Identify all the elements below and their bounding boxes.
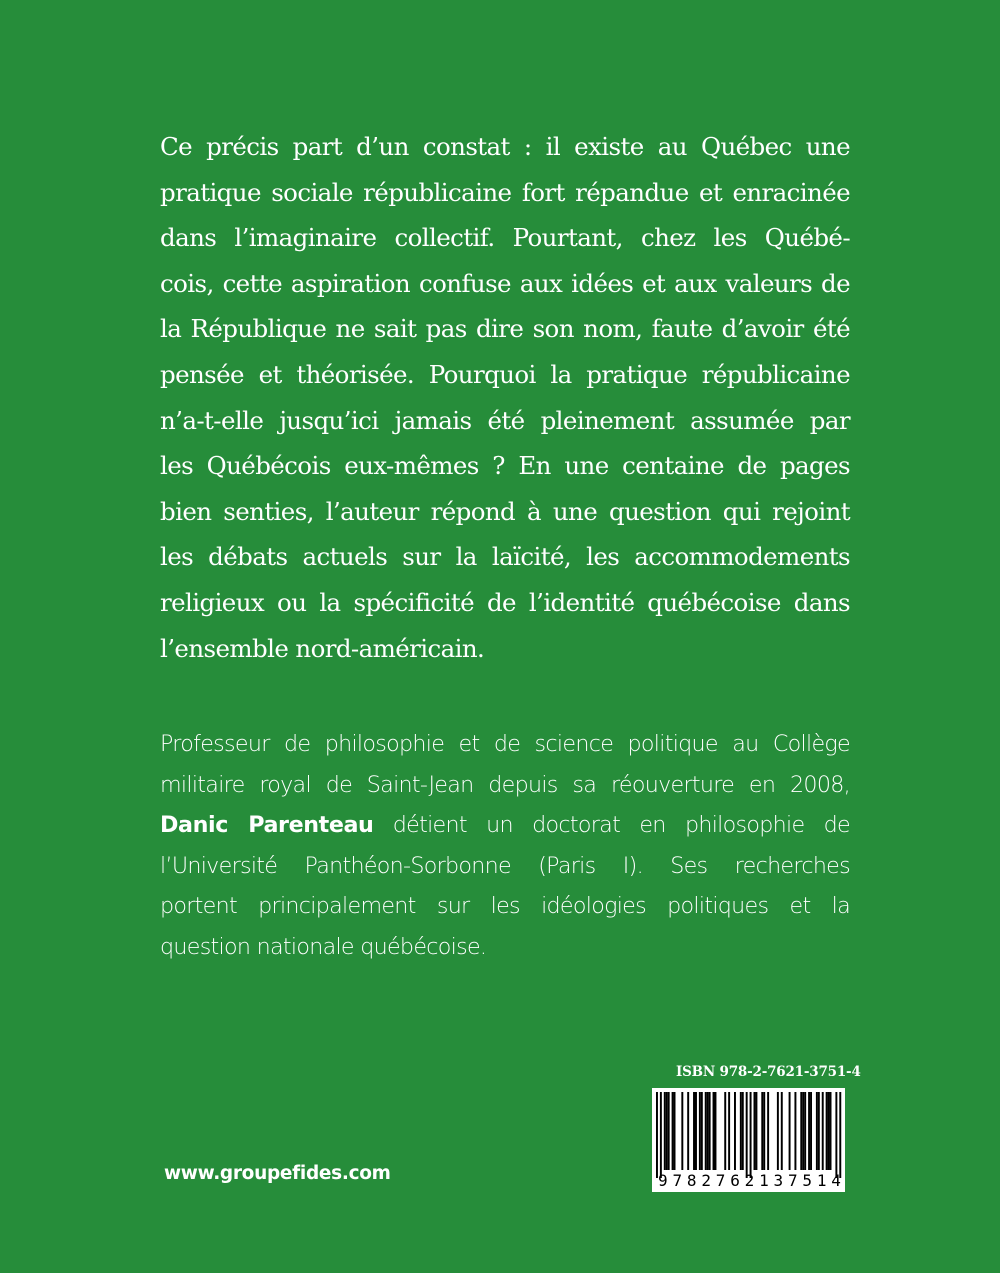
barcode-digit: 4 xyxy=(831,1171,841,1190)
barcode-bar xyxy=(687,1092,689,1170)
summary-line: cois, cette aspiration confuse aux idées et aux valeurs de xyxy=(160,268,850,298)
bio-line: question nationale québécoise. xyxy=(160,933,487,960)
barcode-bar xyxy=(709,1092,711,1170)
barcode-bar xyxy=(713,1092,715,1170)
barcode-bar xyxy=(666,1092,668,1170)
summary-line: la République ne sait pas dire son nom, faute d’avoir été xyxy=(160,314,850,344)
barcode-bar xyxy=(672,1092,674,1170)
barcode-digit: 2 xyxy=(701,1171,711,1190)
summary-line: pratique sociale républicaine fort répandue et enracinée xyxy=(160,177,850,207)
bio-line: Professeur de philosophie et de science politique au Collège xyxy=(160,731,850,757)
barcode-digit: 2 xyxy=(744,1171,755,1190)
summary-line: les Québécois eux-mêmes ? En une centaine de pages xyxy=(160,451,850,481)
barcode-bar xyxy=(761,1092,763,1170)
barcode-digit: 1 xyxy=(759,1171,769,1190)
barcode-bar xyxy=(777,1092,779,1170)
barcode-guard-bar xyxy=(660,1092,662,1178)
barcode-bar xyxy=(810,1092,812,1170)
summary-line: religieux ou la spécificité de l’identité québécoise dans xyxy=(160,587,850,617)
barcode xyxy=(652,1088,845,1192)
barcode-bar xyxy=(781,1092,783,1170)
barcode-bar xyxy=(755,1092,757,1170)
bio-line: portent principalement sur les idéologies politiques et la xyxy=(160,893,850,919)
barcode-bar xyxy=(830,1092,832,1170)
bio-line xyxy=(160,805,850,846)
barcode-bar xyxy=(707,1092,709,1170)
summary-line: dans l’imaginaire collectif. Pourtant, chez les Québé- xyxy=(160,223,850,253)
summary-line: bien senties, l’auteur répond à une question qui rejoint xyxy=(160,496,850,526)
summary-line: Ce précis part d’un constat : il existe au Québec une xyxy=(160,132,850,161)
barcode-guard-bar xyxy=(746,1092,748,1178)
barcode-guard-bar xyxy=(656,1092,658,1178)
barcode-bar xyxy=(728,1092,730,1170)
summary-line: pensée et théorisée. Pourquoi la pratique républicaine xyxy=(160,359,850,389)
barcode-bar xyxy=(800,1092,802,1170)
barcode-bar xyxy=(668,1092,670,1170)
barcode-bar xyxy=(816,1092,818,1170)
barcode-bar xyxy=(754,1092,756,1170)
barcode-bar xyxy=(802,1092,804,1170)
barcode-bar xyxy=(674,1092,676,1170)
bio-line-rest: détient un doctorat en philosophie de xyxy=(373,812,851,838)
publisher-website[interactable]: www.groupefides.com xyxy=(164,1163,391,1184)
barcode-bar xyxy=(804,1092,806,1170)
barcode-guard-bar xyxy=(835,1092,837,1178)
barcode-bar xyxy=(701,1092,703,1170)
barcode-digit: 7 xyxy=(715,1171,726,1190)
barcode-bar xyxy=(724,1092,726,1170)
barcode-digit: 6 xyxy=(730,1171,740,1190)
barcode-digit: 7 xyxy=(672,1171,683,1190)
barcode-bar xyxy=(828,1092,830,1170)
barcode-digit: 1 xyxy=(816,1171,827,1190)
barcode-bar xyxy=(822,1092,824,1170)
barcode-bar xyxy=(681,1092,683,1170)
barcode-bar xyxy=(789,1092,791,1170)
barcode-guard-bar xyxy=(839,1092,841,1178)
barcode-digits xyxy=(658,1172,841,1190)
barcode-digit: 8 xyxy=(686,1171,697,1190)
summary-line: les débats actuels sur la laïcité, les accommodements xyxy=(160,542,850,572)
barcode-digit: 7 xyxy=(787,1171,798,1190)
barcode-bar xyxy=(715,1092,717,1170)
barcode-digit: 9 xyxy=(658,1171,668,1190)
barcode-bar xyxy=(763,1092,765,1170)
barcode-bar xyxy=(695,1092,697,1170)
barcode-guard-bar xyxy=(750,1092,752,1178)
author-bio xyxy=(160,724,850,967)
barcode-digit: 3 xyxy=(773,1171,784,1190)
book-summary xyxy=(160,124,850,671)
isbn-label: ISBN 978-2-7621-3751-4 xyxy=(676,1064,861,1080)
barcode-bar xyxy=(826,1092,828,1170)
barcode-bar xyxy=(705,1092,707,1170)
barcode-bar xyxy=(699,1092,701,1170)
author-name: Danic Parenteau xyxy=(160,812,374,838)
bio-line: militaire royal de Saint-Jean depuis sa réouverture en 2008, xyxy=(160,771,850,798)
barcode-bar xyxy=(818,1092,820,1170)
barcode-bar xyxy=(767,1092,769,1170)
barcode-bar xyxy=(742,1092,744,1170)
summary-line: n’a-t-elle jusqu’ici jamais été pleinement assumée par xyxy=(160,405,850,435)
barcode-bar xyxy=(734,1092,736,1170)
barcode-bar xyxy=(693,1092,695,1170)
barcode-bar xyxy=(740,1092,742,1170)
summary-line: l’ensemble nord-américain. xyxy=(160,633,485,663)
barcode-bar xyxy=(808,1092,810,1170)
barcode-bar xyxy=(794,1092,796,1170)
barcode-bar xyxy=(664,1092,666,1170)
barcode-digit: 5 xyxy=(802,1171,813,1190)
bio-line: l’Université Panthéon-Sorbonne (Paris I). Ses recherches xyxy=(160,852,850,879)
